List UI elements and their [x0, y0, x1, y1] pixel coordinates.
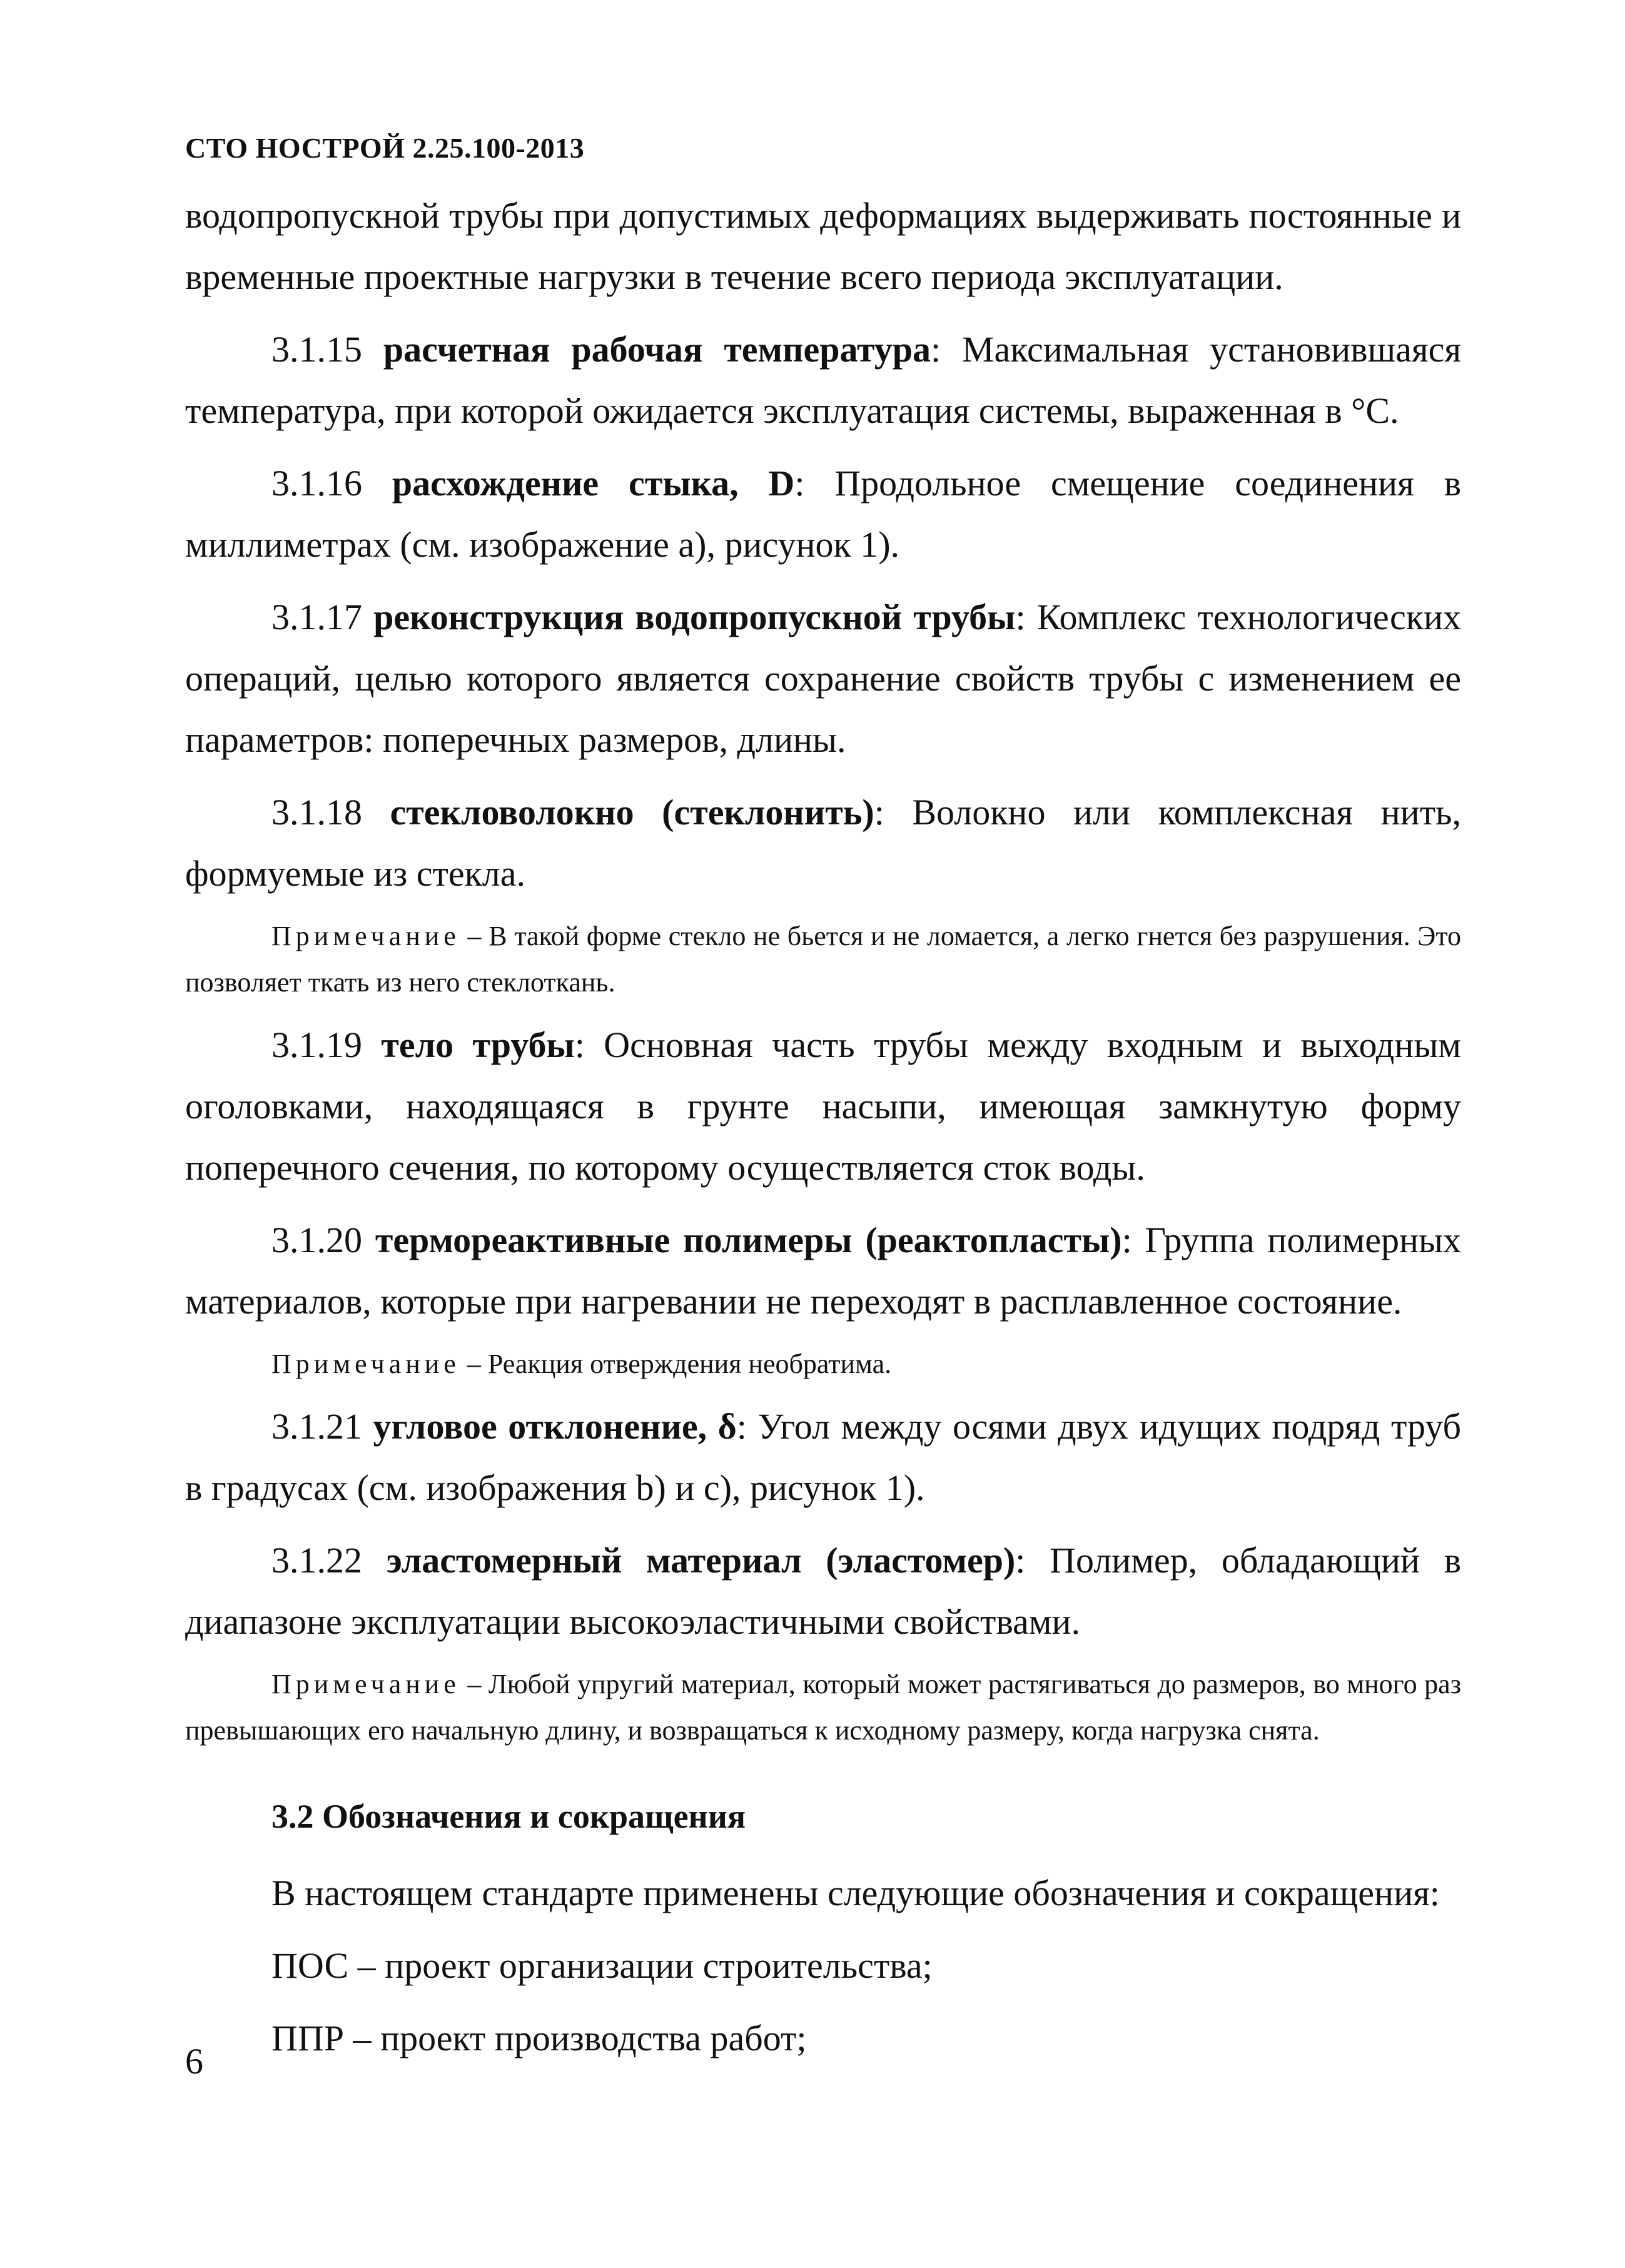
term-title: стекловолокно (стеклонить) [390, 792, 874, 833]
term-definition: : Комплекс технологических операций, целью которого является сохранение свойств трубы с изменением ее параметров: поперечных размеров, длины. [185, 597, 1462, 760]
term-number: 3.1.21 [271, 1406, 362, 1447]
term-number: 3.1.19 [271, 1025, 362, 1065]
term-definition: : Волокно или комплексная нить, формуемые из стекла. [185, 792, 1462, 894]
term-paragraph [185, 1015, 1461, 1198]
term-number: 3.1.17 [271, 597, 362, 637]
term-paragraph [185, 319, 1461, 442]
term-number: 3.1.22 [271, 1540, 362, 1581]
term-paragraph [185, 1210, 1461, 1332]
term-number: 3.1.16 [271, 463, 362, 504]
section-heading: 3.2 Обозначения и сокращения [271, 1798, 746, 1835]
term-number: 3.1.18 [271, 792, 362, 833]
document-header: СТО НОСТРОЙ 2.25.100-2013 [185, 132, 585, 164]
page-number: 6 [185, 2041, 203, 2082]
term-definition: : Группа полимерных материалов, которые при нагревании не переходят в расплавленное состояние. [185, 1220, 1461, 1322]
note-label: Примечание [271, 921, 460, 951]
term-paragraph [185, 1396, 1461, 1519]
note-paragraph [185, 913, 1461, 1006]
term-title: угловое отклонение, δ [373, 1406, 737, 1447]
note-text: – В такой форме стекло не бьется и не ломается, а легко гнется без разрушения. Это позволяет ткать из него стеклоткань. [185, 921, 1461, 998]
section-intro: В настоящем стандарте применены следующие обозначения и сокращения: [271, 1873, 1440, 1913]
term-title: расчетная рабочая температура [383, 329, 931, 370]
term-paragraph [185, 782, 1461, 904]
note-text: – Реакция отверждения необратима. [460, 1349, 892, 1379]
page-body [185, 185, 1461, 2069]
term-title: термореактивные полимеры (реактопласты) [375, 1220, 1122, 1260]
continuation-paragraph: водопропускной трубы при допустимых деформациях выдерживать постоянные и временные проектные нагрузки в течение всего периода эксплуатации. [185, 195, 1461, 297]
abbreviation-item: ПОС – проект организации строительства; [271, 1945, 933, 1986]
note-label: Примечание [271, 1349, 460, 1379]
note-label: Примечание [271, 1669, 460, 1699]
note-text: – Любой упругий материал, который может растягиваться до размеров, во много раз превышающих его начальную длину, и возвращаться к исходному размеру, когда нагрузка снята. [185, 1669, 1461, 1746]
term-definition: : Полимер, обладающий в диапазоне эксплуатации высокоэластичными свойствами. [185, 1540, 1462, 1642]
term-number: 3.1.20 [271, 1220, 362, 1260]
abbreviation-item: ППР – проект производства работ; [271, 2018, 807, 2058]
term-paragraph [185, 453, 1461, 575]
term-title: эластомерный материал (эластомер) [386, 1540, 1016, 1581]
term-definition: : Продольное смещение соединения в миллиметрах (см. изображение а), рисунок 1). [185, 463, 1461, 565]
term-paragraph [185, 1530, 1461, 1653]
note-paragraph [185, 1341, 1461, 1387]
term-paragraph [185, 587, 1461, 771]
note-paragraph [185, 1661, 1461, 1754]
term-definition: : Основная часть трубы между входным и выходным оголовками, находящаяся в грунте насыпи, имеющая замкнутую форму поперечного сечения, по которому осуществляется сток воды. [185, 1025, 1462, 1188]
term-number: 3.1.15 [271, 329, 362, 370]
term-title: расхождение стыка, D [392, 463, 795, 504]
term-definition: : Максимальная установившаяся температура, при которой ожидается эксплуатация системы, выраженная в °С. [185, 329, 1461, 431]
term-title: тело трубы [381, 1025, 575, 1065]
term-title: реконструкция водопропускной трубы [373, 597, 1016, 637]
term-definition: : Угол между осями двух идущих подряд труб в градусах (см. изображения b) и с), рисунок 1). [185, 1406, 1461, 1508]
